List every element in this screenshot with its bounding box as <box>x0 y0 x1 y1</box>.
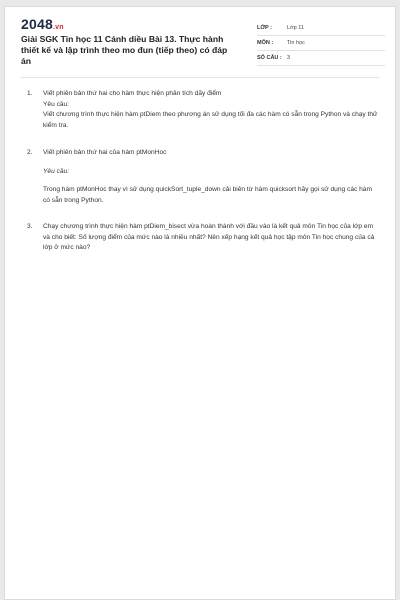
question-body <box>43 148 379 206</box>
question-title: Viết phiên bản thứ hai của hàm ptMonHoc <box>43 149 167 156</box>
question-number: 3. <box>27 223 33 230</box>
spacer <box>43 159 379 167</box>
question-number: 1. <box>27 90 33 97</box>
spacer <box>43 177 379 185</box>
site-logo[interactable] <box>21 16 64 32</box>
meta-row-subject <box>257 36 385 51</box>
question-title: Viết phiên bản thứ hai cho hàm thực hiện phân tích dãy điểm <box>43 90 222 97</box>
meta-value: Tin học <box>287 40 305 46</box>
header-divider <box>21 77 379 78</box>
requirement-label: Yêu cầu: <box>43 167 70 175</box>
meta-row-count <box>257 51 385 66</box>
meta-table <box>257 21 385 66</box>
logo-suffix: .vn <box>52 24 64 31</box>
meta-value: Lớp 11 <box>287 25 304 31</box>
meta-label: LỚP : <box>257 25 272 31</box>
meta-row-class <box>257 21 385 36</box>
question-title: Chạy chương trình thực hiện hàm ptDiem_bisect vừa hoàn thành với đầu vào là kết quả môn Tin học của lớp em và cho biết: Số lượng điểm của mức nào là nhiều nhất? Nên xếp hạng kết quả học tập môn Tin học chung của cả lớp ở mức nào? <box>43 223 375 251</box>
document-header <box>5 7 395 69</box>
question-item <box>27 222 379 254</box>
page-title: Giải SGK Tin học 11 Cánh diều Bài 13. Thực hành thiết kế và lập trình theo mo đun (tiếp theo) có đáp án <box>21 34 228 66</box>
logo-text: 2048 <box>21 16 53 32</box>
question-body <box>43 89 379 131</box>
meta-label: MÔN : <box>257 40 274 46</box>
question-item <box>27 89 379 131</box>
requirement-text: Viết chương trình thực hiện hàm ptDiem theo phương án sử dụng tối đa các hàm có sẵn trong Python và chạy thử kiểm tra. <box>43 111 378 129</box>
requirement-text: Trong hàm ptMonHoc thay vì sử dụng quickSort_tuple_down cải biên từ hàm quicksort hãy gọi sử dụng các hàm có sẵn trong Python. <box>43 186 372 204</box>
question-list <box>27 89 379 254</box>
document-page <box>4 6 396 600</box>
question-body <box>43 222 379 254</box>
question-item <box>27 148 379 206</box>
meta-label: SỐ CÂU : <box>257 55 282 61</box>
meta-value: 3 <box>287 55 291 61</box>
question-number: 2. <box>27 149 33 156</box>
requirement-label: Yêu cầu: <box>43 100 70 108</box>
